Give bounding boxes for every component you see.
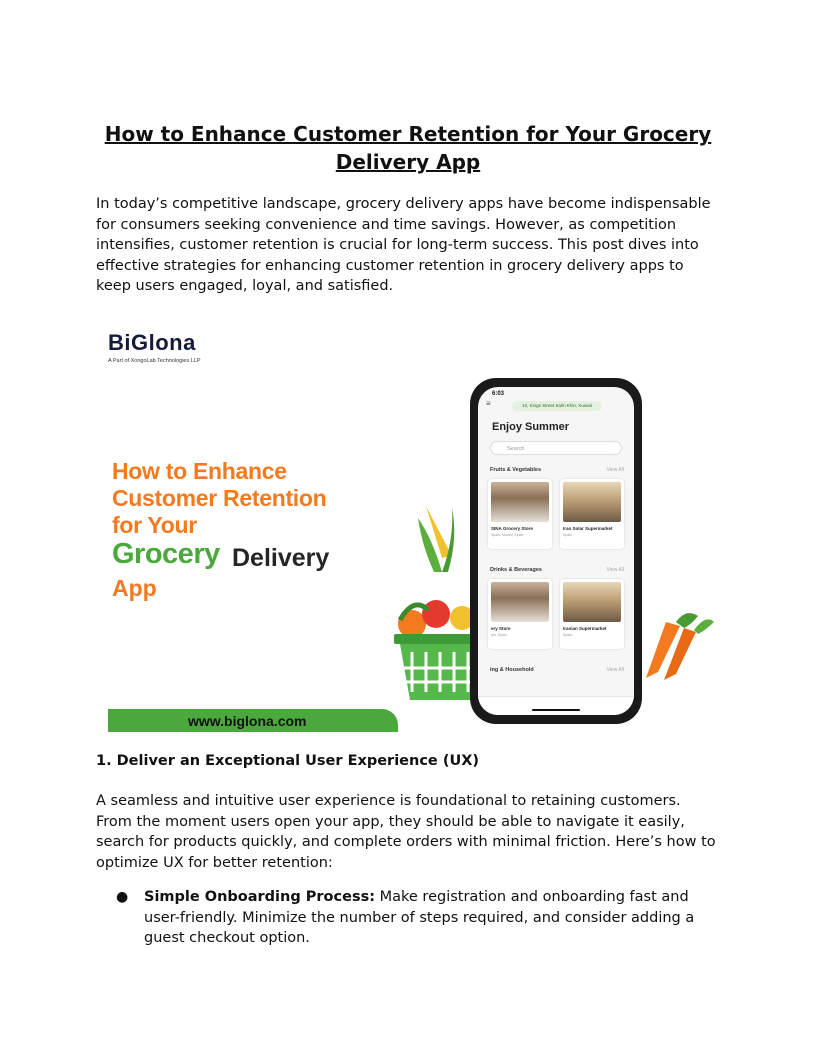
banner-headline-line: How to Enhance [112, 458, 287, 484]
status-time: 6:03 [492, 391, 505, 397]
location-chip: 10, Kings Street Salm Khin, Kuwait [512, 401, 602, 411]
store-photo [563, 582, 621, 622]
view-all-link: View All [606, 567, 624, 573]
intro-paragraph: In today’s competitive landscape, grocery delivery apps have become indispensable for consumers seeking convenience and time savings. However, as competition intensifies, customer retention is crucial for long-term success. This post dives into effective strategies for enhancing customer retention in grocery delivery apps to keep users engaged, loyal, and satisfied. [96, 196, 711, 295]
store-meta: Spain [563, 533, 572, 537]
store-name: Iranian Supermarket [563, 626, 607, 631]
banner-headline-grocery: Grocery [112, 538, 220, 570]
phone-mockup [470, 378, 642, 724]
store-meta: Spain, Madrid, Spain [491, 533, 524, 537]
biglona-logo: BiGlona [108, 330, 196, 355]
banner-headline [112, 458, 326, 539]
store-photo [563, 482, 621, 522]
home-indicator [532, 709, 580, 711]
list-item [96, 887, 720, 949]
greeting-text: Enjoy Summer [492, 421, 570, 433]
store-name: Iran Solar Supermarket [563, 526, 613, 531]
carrot-illustration [636, 608, 716, 688]
section-heading: 1. Deliver an Exceptional User Experience (UX) [96, 753, 480, 769]
store-meta: Spain [563, 633, 572, 637]
section-paragraph: A seamless and intuitive user experience is foundational to retaining customers. From the moment users open your app, they should be able to navigate it easily, search for products quickly, and complete orders with minimal friction. Here’s how to optimize UX for better retention: [96, 793, 716, 871]
store-card [560, 479, 624, 549]
banner-headline-app: App [112, 575, 157, 601]
store-photo [491, 582, 549, 622]
store-card [488, 479, 552, 549]
hero-banner-image [96, 322, 720, 732]
banner-headline-delivery: Delivery [232, 544, 330, 572]
page-title: How to Enhance Customer Retention for Your Grocery Delivery App [104, 122, 712, 174]
bullet-text: Make registration and onboarding fast and user-friendly. Minimize the number of steps required, and consider adding a guest checkout option. [144, 889, 695, 947]
store-photo [491, 482, 549, 522]
logo-tagline: A Part of XongoLab Technologies LLP [108, 358, 201, 364]
section-title: ing & Household [490, 667, 534, 673]
store-meta: ain, Spain [491, 633, 507, 637]
view-all-link: View All [606, 667, 624, 673]
view-all-link: View All [606, 467, 624, 473]
section-title: Fruits & Vegetables [490, 467, 542, 473]
bullet-list [96, 887, 720, 949]
store-card [560, 579, 624, 649]
store-name: ery Store [491, 626, 511, 631]
store-name: SINA Grocery Store [491, 526, 533, 531]
app-bottom-nav [478, 696, 634, 715]
section-title: Drinks & Beverages [490, 567, 542, 573]
banner-headline-line: Customer Retention [112, 485, 327, 511]
bullet-label: Simple Onboarding Process: [144, 889, 376, 905]
banner-headline-line: for Your [112, 512, 197, 538]
menu-icon: ≡ [486, 399, 491, 408]
banner-url: www.biglona.com [188, 713, 307, 729]
store-card [488, 579, 552, 649]
app-search-input: Search [490, 441, 622, 455]
phone-screen [478, 387, 634, 715]
corn-illustration [412, 498, 462, 578]
bullet-icon: ● [116, 889, 129, 905]
